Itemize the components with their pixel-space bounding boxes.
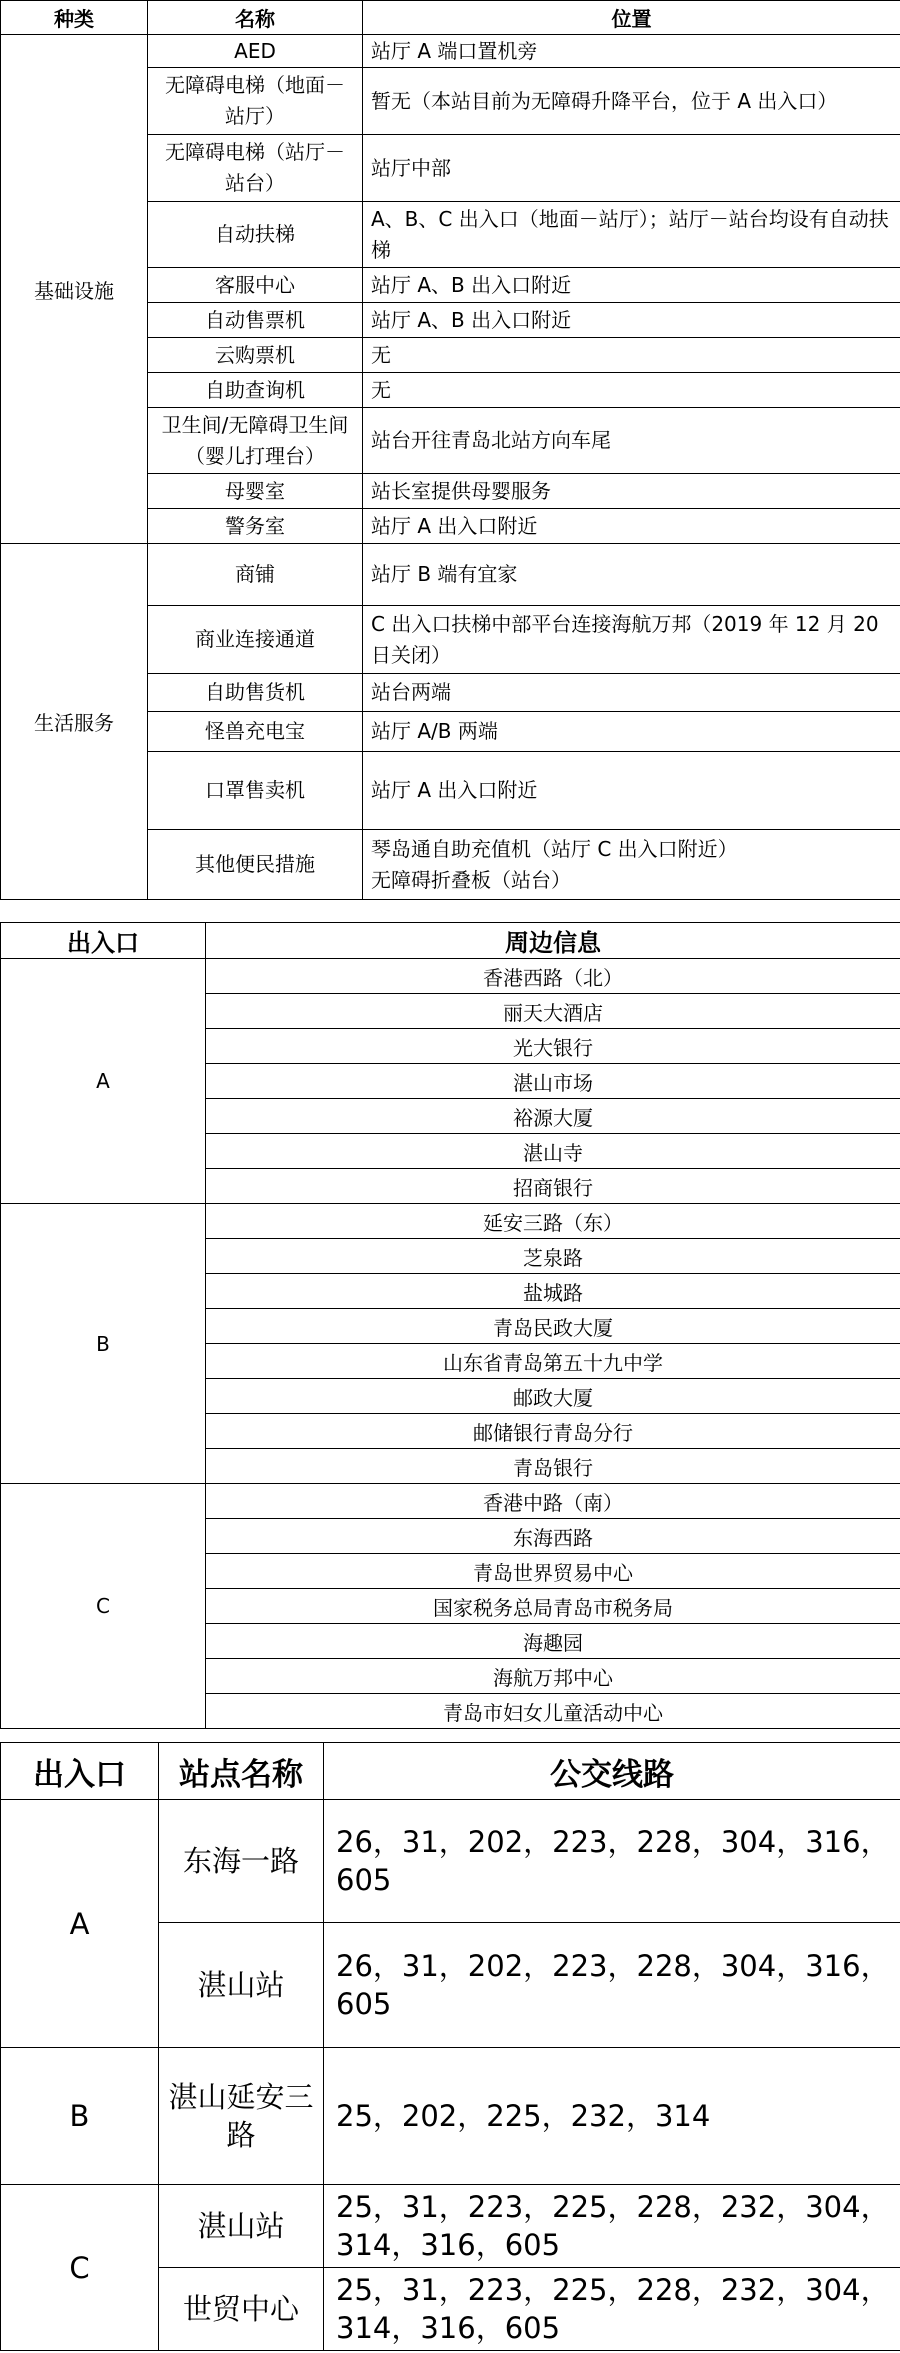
poi-item: 邮政大厦 (206, 1379, 900, 1414)
table-row (1, 1800, 900, 1923)
poi-item: 邮储银行青岛分行 (206, 1414, 900, 1449)
facilities-header-row (1, 1, 900, 35)
table-row (1, 2048, 900, 2185)
facility-name: 自动扶梯 (148, 202, 363, 268)
facility-position: 站厅 A 端口置机旁 (363, 35, 900, 68)
facility-name: 其他便民措施 (148, 830, 363, 900)
facility-name: 母婴室 (148, 474, 363, 509)
facility-name: 自助查询机 (148, 373, 363, 408)
facility-name: 商业连接通道 (148, 606, 363, 674)
exit-cell: C (1, 1484, 206, 1729)
facility-name: 口罩售卖机 (148, 752, 363, 830)
bus-lines: 25，31，223，225，228，232，304，314，316，605 (324, 2268, 900, 2351)
poi-item: 湛山市场 (206, 1064, 900, 1099)
poi-item: 湛山寺 (206, 1134, 900, 1169)
table-row (1, 1484, 900, 1519)
bus-station-name: 湛山站 (159, 2185, 324, 2268)
facility-position: 站厅 A、B 出入口附近 (363, 268, 900, 303)
facility-position: A、B、C 出入口（地面－站厅）；站厅－站台均设有自动扶梯 (363, 202, 900, 268)
poi-item: 延安三路（东） (206, 1204, 900, 1239)
poi-item: 盐城路 (206, 1274, 900, 1309)
facility-position: 琴岛通自助充值机（站厅 C 出入口附近） 无障碍折叠板（站台） (363, 830, 900, 900)
poi-item: 丽天大酒店 (206, 994, 900, 1029)
facility-position: 站厅 B 端有宜家 (363, 544, 900, 606)
bus-station-name: 东海一路 (159, 1800, 324, 1923)
facilities-table (0, 0, 900, 900)
exit-cell: B (1, 2048, 159, 2185)
bus-station-name: 湛山站 (159, 1923, 324, 2048)
header-category: 种类 (1, 1, 148, 35)
bus-header-row (1, 1743, 900, 1800)
poi-item: 青岛银行 (206, 1449, 900, 1484)
header-lines: 公交线路 (324, 1743, 900, 1800)
facility-position: C 出入口扶梯中部平台连接海航万邦（2019 年 12 月 20 日关闭） (363, 606, 900, 674)
exit-cell: A (1, 959, 206, 1204)
header-info: 周边信息 (206, 923, 900, 959)
facility-name: 客服中心 (148, 268, 363, 303)
bus-station-name: 世贸中心 (159, 2268, 324, 2351)
bus-lines-table (0, 1742, 900, 2351)
category-cell: 生活服务 (1, 544, 148, 900)
bus-lines: 26，31，202，223，228，304，316，605 (324, 1800, 900, 1923)
bus-station-name: 湛山延安三路 (159, 2048, 324, 2185)
poi-item: 青岛市妇女儿童活动中心 (206, 1694, 900, 1729)
poi-item: 芝泉路 (206, 1239, 900, 1274)
bus-lines: 25，31，223，225，228，232，304，314，316，605 (324, 2185, 900, 2268)
exit-cell: A (1, 1800, 159, 2048)
facility-name: AED (148, 35, 363, 68)
surroundings-table (0, 922, 900, 1729)
facility-position: 站厅中部 (363, 135, 900, 202)
table-row (1, 959, 900, 994)
exit-cell: B (1, 1204, 206, 1484)
poi-item: 山东省青岛第五十九中学 (206, 1344, 900, 1379)
facility-position: 无 (363, 338, 900, 373)
facility-position: 站台开往青岛北站方向车尾 (363, 408, 900, 474)
bus-lines: 26，31，202，223，228，304，316，605 (324, 1923, 900, 2048)
facility-name: 自动售票机 (148, 303, 363, 338)
poi-item: 香港西路（北） (206, 959, 900, 994)
poi-item: 东海西路 (206, 1519, 900, 1554)
facility-position: 站厅 A 出入口附近 (363, 752, 900, 830)
poi-item: 招商银行 (206, 1169, 900, 1204)
header-exit: 出入口 (1, 1743, 159, 1800)
facility-name: 自助售货机 (148, 674, 363, 712)
header-exit: 出入口 (1, 923, 206, 959)
facility-name: 卫生间/无障碍卫生间（婴儿打理台） (148, 408, 363, 474)
facility-position: 无 (363, 373, 900, 408)
facility-name: 怪兽充电宝 (148, 712, 363, 752)
table-row (1, 2185, 900, 2268)
poi-item: 裕源大厦 (206, 1099, 900, 1134)
category-cell: 基础设施 (1, 35, 148, 544)
facility-position: 站台两端 (363, 674, 900, 712)
facility-position: 站厅 A 出入口附近 (363, 509, 900, 544)
facility-name: 警务室 (148, 509, 363, 544)
poi-item: 青岛民政大厦 (206, 1309, 900, 1344)
facility-name: 商铺 (148, 544, 363, 606)
header-station: 站点名称 (159, 1743, 324, 1800)
facility-position: 站厅 A、B 出入口附近 (363, 303, 900, 338)
header-name: 名称 (148, 1, 363, 35)
facility-name: 云购票机 (148, 338, 363, 373)
poi-item: 海航万邦中心 (206, 1659, 900, 1694)
facility-position: 暂无（本站目前为无障碍升降平台，位于 A 出入口） (363, 68, 900, 135)
exit-cell: C (1, 2185, 159, 2351)
table-row (1, 35, 900, 68)
bus-lines: 25，202，225，232，314 (324, 2048, 900, 2185)
poi-item: 青岛世界贸易中心 (206, 1554, 900, 1589)
poi-item: 香港中路（南） (206, 1484, 900, 1519)
facility-name: 无障碍电梯（站厅－站台） (148, 135, 363, 202)
header-position: 位置 (363, 1, 900, 35)
facility-position: 站长室提供母婴服务 (363, 474, 900, 509)
facility-position: 站厅 A/B 两端 (363, 712, 900, 752)
surroundings-header-row (1, 923, 900, 959)
poi-item: 海趣园 (206, 1624, 900, 1659)
table-row (1, 1204, 900, 1239)
poi-item: 国家税务总局青岛市税务局 (206, 1589, 900, 1624)
poi-item: 光大银行 (206, 1029, 900, 1064)
facility-name: 无障碍电梯（地面－站厅） (148, 68, 363, 135)
table-row (1, 544, 900, 606)
